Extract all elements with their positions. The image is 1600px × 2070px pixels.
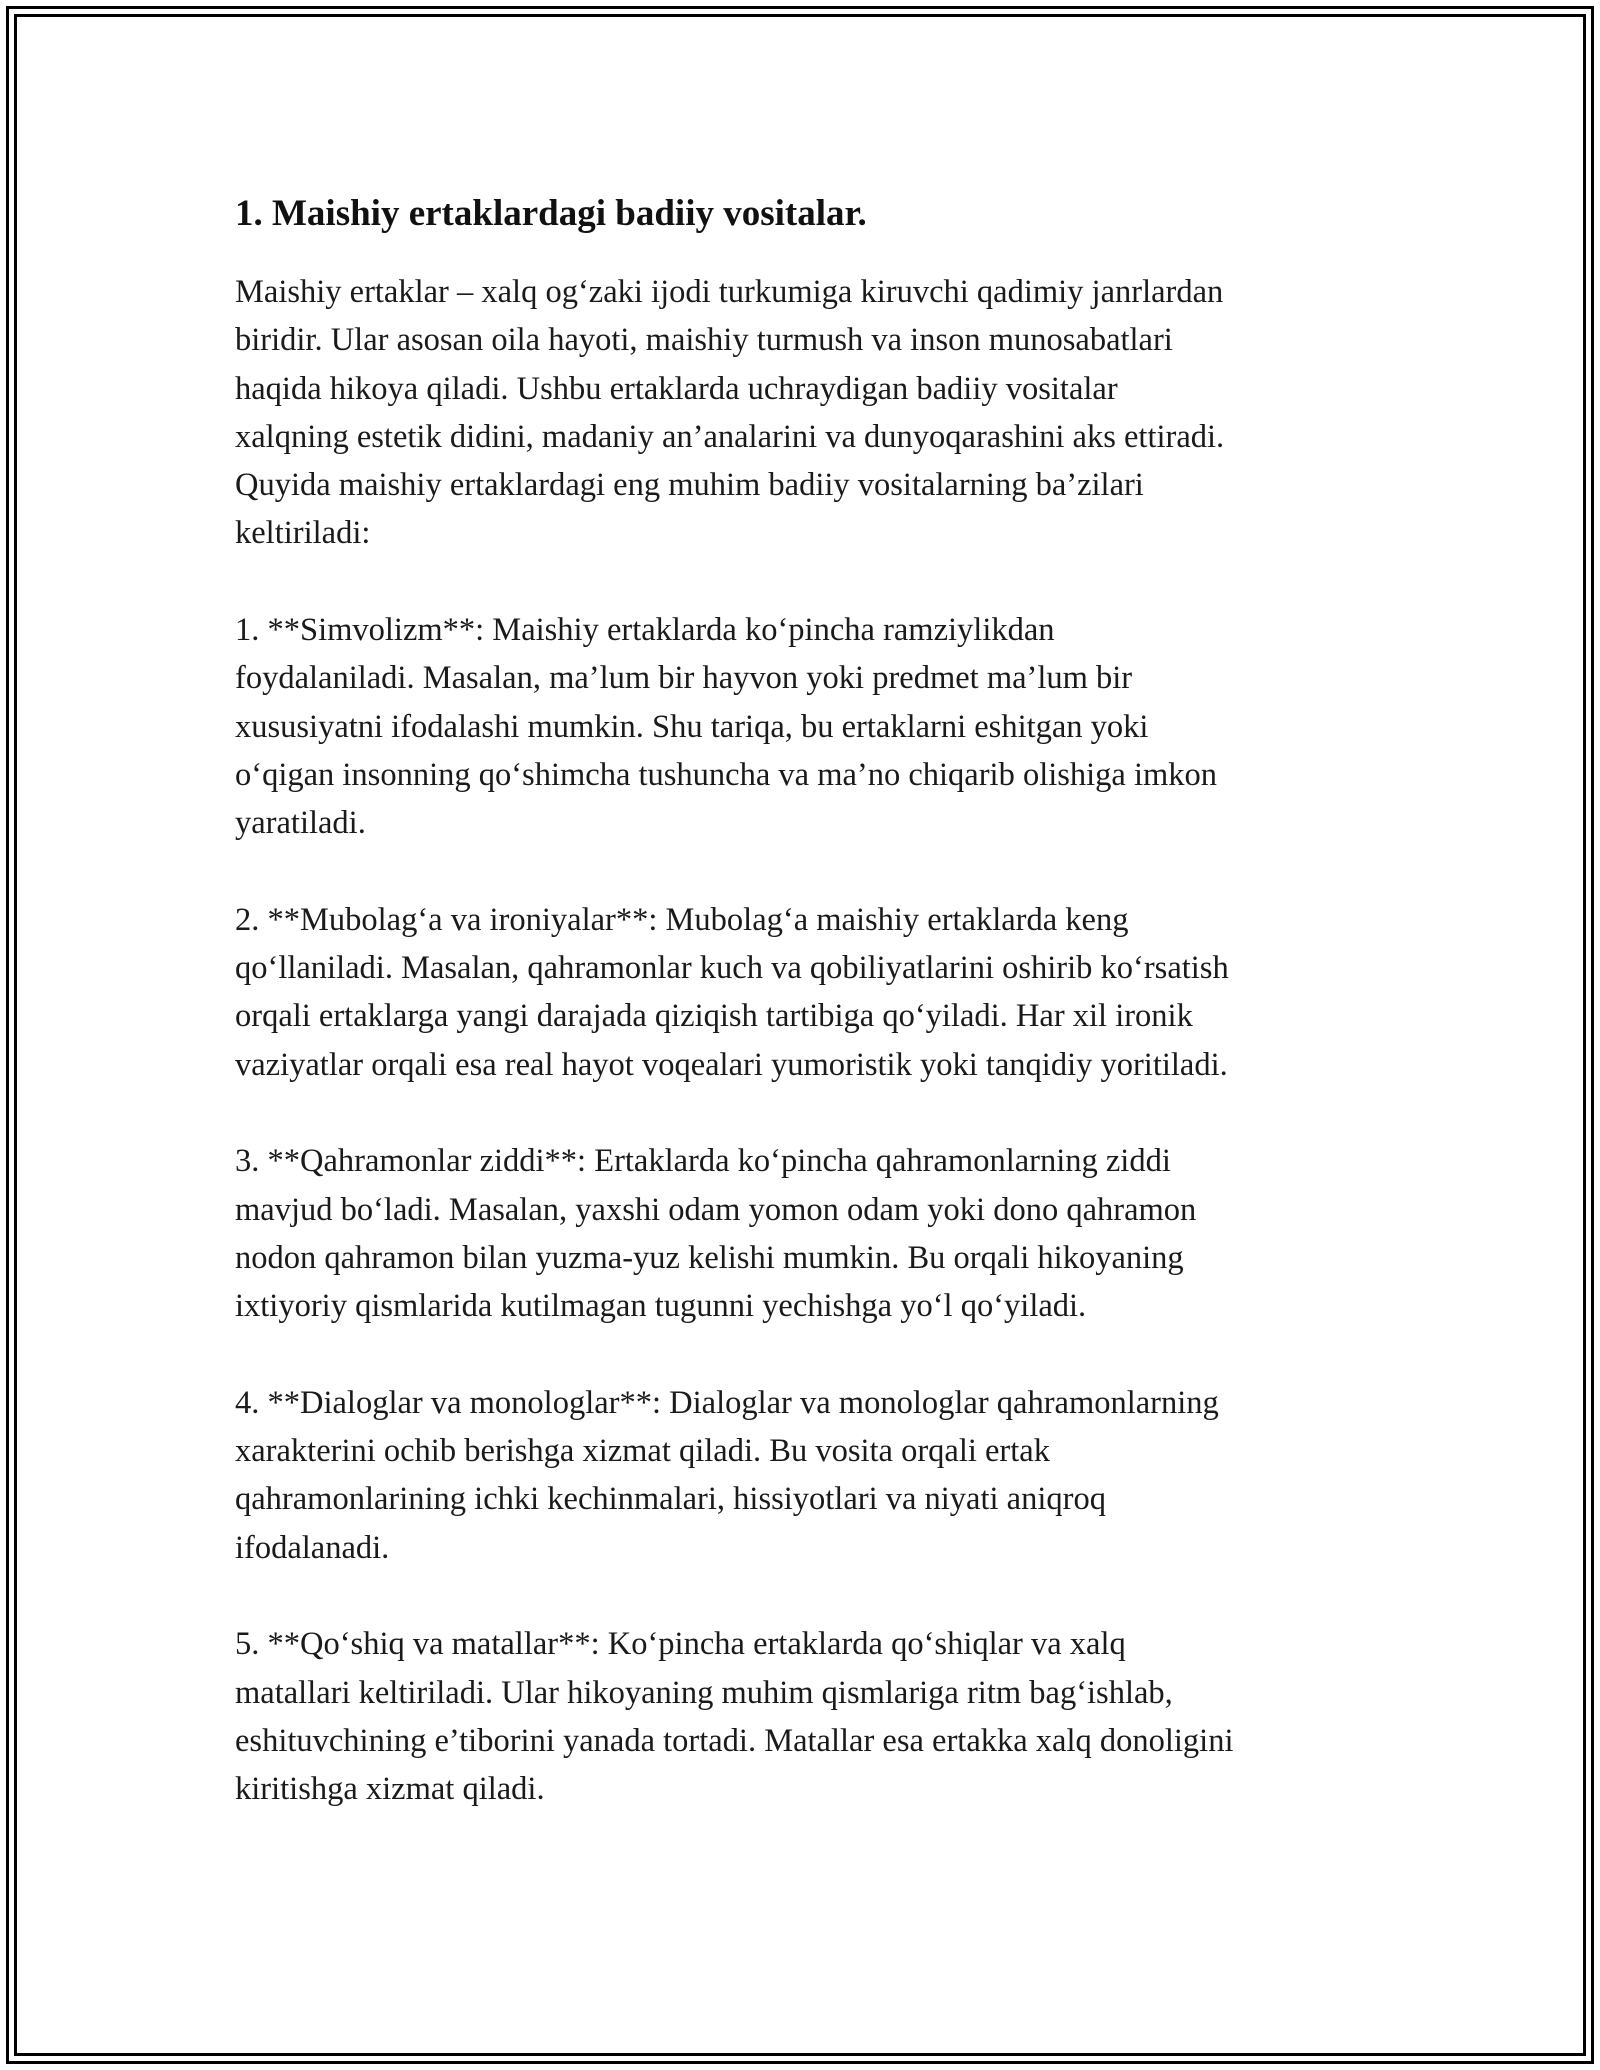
text-line: kiritishga xizmat qiladi. [235,1771,545,1808]
list-item-qoshiq-matallar [235,1620,1385,1813]
text-line: 4. **Dialoglar va monologlar**: Dialoglar va monologlar qahramonlarning [235,1384,1219,1421]
text-line: matallari keltiriladi. Ular hikoyaning muhim qismlariga ritm bag‘ishlab, [235,1674,1173,1711]
text-line: foydalaniladi. Masalan, ma’lum bir hayvon yoki predmet ma’lum bir [235,660,1133,697]
text-line: Maishiy ertaklar – xalq og‘zaki ijodi turkumiga kiruvchi qadimiy janrlardan [235,274,1224,310]
text-line: xarakterini ochib berishga xizmat qiladi. Bu vosita orqali ertak [235,1433,1050,1470]
text-line: yaratiladi. [235,805,366,842]
text-line: 1. **Simvolizm**: Maishiy ertaklarda ko‘pincha ramziylikdan [235,612,1055,649]
text-line: 3. **Qahramonlar ziddi**: Ertaklarda ko‘pincha qahramonlarning ziddi [235,1143,1171,1180]
list-item-mubolaga [235,896,1385,1089]
text-line: eshituvchining e’tiborini yanada tortadi. Matallar esa ertakka xalq donoligini [235,1722,1234,1759]
text-line: 2. **Mubolag‘a va ironiyalar**: Mubolag‘a maishiy ertaklarda keng [235,901,1129,938]
text-line: haqida hikoya qiladi. Ushbu ertaklarda uchraydigan badiiy vositalar [235,370,1118,407]
list-item-dialoglar [235,1379,1385,1572]
list-item-simvolizm [235,606,1385,847]
text-line: mavjud bo‘ladi. Masalan, yaxshi odam yomon odam yoki dono qahramon [235,1191,1197,1228]
text-line: xususiyatni ifodalashi mumkin. Shu tariqa, bu ertaklarni eshitgan yoki [235,708,1149,745]
text-line: orqali ertaklarga yangi darajada qiziqish tartibiga qo‘yiladi. Har xil ironik [235,998,1193,1035]
document-title: 1. Maishiy ertaklardagi badiiy vositalar. [235,193,867,234]
text-line: qahramonlarining ichki kechinmalari, hissiyotlari va niyati aniqroq [235,1481,1106,1518]
intro-paragraph [235,268,1385,558]
text-line: xalqning estetik didini, madaniy an’analarini va dunyoqarashini aks ettiradi. [235,418,1225,455]
text-line: biridir. Ular asosan oila hayoti, maishiy turmush va inson munosabatlari [235,322,1173,359]
document-body [235,190,1385,1862]
text-line: qo‘llaniladi. Masalan, qahramonlar kuch va qobiliyatlarini oshirib ko‘rsatish [235,950,1229,987]
text-line: ixtiyoriy qismlarida kutilmagan tugunni yechishga yo‘l qo‘yiladi. [235,1288,1087,1325]
text-line: 5. **Qo‘shiq va matallar**: Ko‘pincha ertaklarda qo‘shiqlar va xalq [235,1626,1126,1663]
text-line: nodon qahramon bilan yuzma-yuz kelishi mumkin. Bu orqali hikoyaning [235,1239,1184,1276]
text-line: o‘qigan insonning qo‘shimcha tushuncha va ma’no chiqarib olishiga imkon [235,756,1218,793]
text-line: Quyida maishiy ertaklardagi eng muhim badiiy vositalarning ba’zilari [235,467,1144,504]
text-line: vaziyatlar orqali esa real hayot voqealari yumoristik yoki tanqidiy yoritiladi. [235,1046,1228,1083]
list-item-qahramonlar-ziddi [235,1137,1385,1330]
text-line: ifodalanadi. [235,1529,390,1566]
text-line: keltiriladi: [235,515,371,552]
